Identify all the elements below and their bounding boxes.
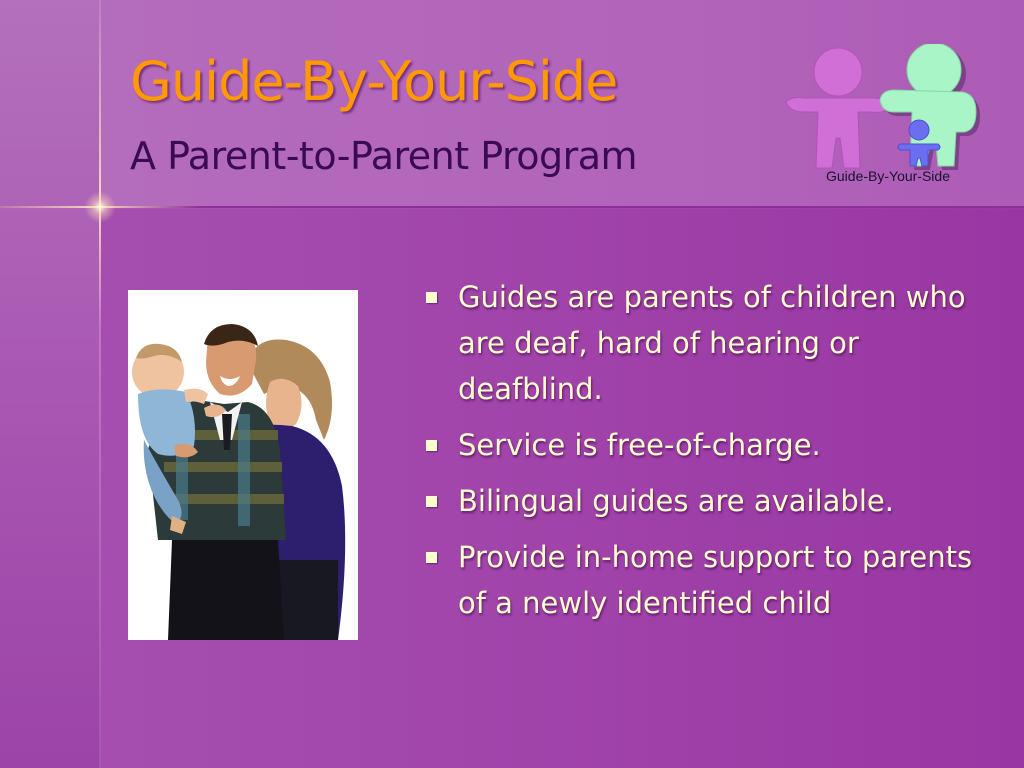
bullet-square-icon [426, 552, 437, 563]
bullet-list [420, 274, 1000, 636]
bullet-text: Bilingual guides are available. [458, 484, 894, 518]
light-flare-decoration [84, 191, 116, 223]
family-photo [128, 290, 358, 640]
title-divider-line [0, 206, 1024, 208]
bullet-item [420, 534, 1000, 626]
bullet-text: Guides are parents of children who are deaf, hard of hearing or deafblind. [458, 280, 966, 406]
left-margin-band [0, 0, 100, 768]
bullet-item [420, 478, 1000, 524]
bullet-text: Service is free-of-charge. [458, 428, 821, 462]
margin-divider-line [99, 0, 101, 768]
bullet-square-icon [426, 292, 437, 303]
slide-title: Guide-By-Your-Side [130, 50, 618, 113]
logo-caption: Guide-By-Your-Side [826, 168, 950, 184]
slide-subtitle: A Parent-to-Parent Program [130, 134, 638, 178]
pink-figure-icon [786, 48, 888, 168]
bullet-item [420, 274, 1000, 412]
bullet-text: Provide in-home support to parents of a newly identified child [458, 540, 973, 620]
bullet-item [420, 422, 1000, 468]
bullet-square-icon [426, 440, 437, 451]
bullet-square-icon [426, 496, 437, 507]
